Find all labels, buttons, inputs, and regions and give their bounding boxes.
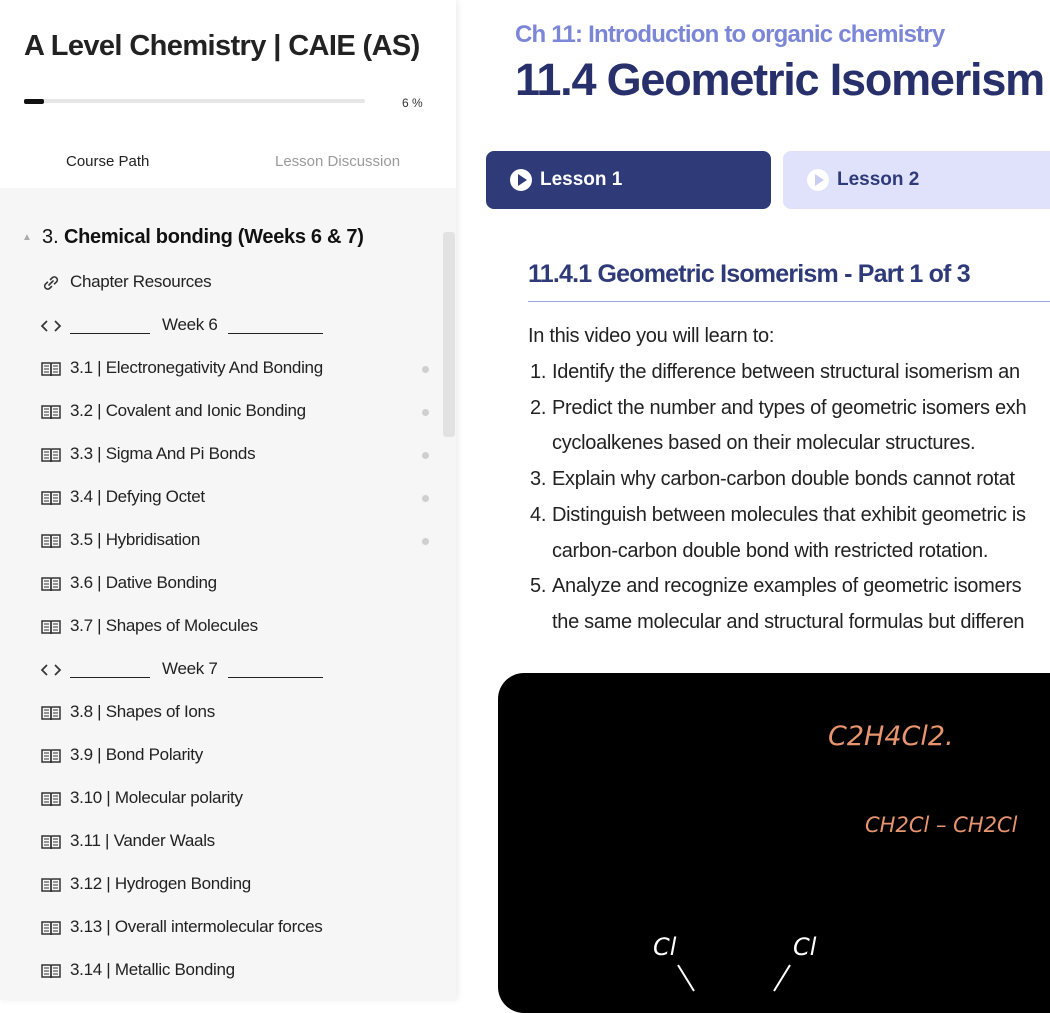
objective-text: Predict the number and types of geometric isomers exh — [552, 396, 1027, 419]
book-icon — [40, 445, 62, 465]
page-title: 11.4 Geometric Isomerism — [515, 54, 1044, 105]
video-atom-label: Cl — [793, 933, 817, 961]
status-dot — [422, 409, 429, 416]
objective-text: Analyze and recognize examples of geometric isomers — [552, 575, 1022, 598]
week-rule-left — [70, 333, 150, 334]
lesson-list-item[interactable] — [40, 529, 440, 553]
objective-text: the same molecular and structural formulas but differen — [552, 610, 1025, 633]
book-icon — [40, 832, 62, 852]
book-icon — [40, 703, 62, 723]
objective-number: 5. — [530, 575, 547, 598]
book-icon — [40, 875, 62, 895]
course-sidebar — [0, 0, 456, 1000]
video-formula-text: CH2Cl – CH2Cl — [865, 813, 1018, 837]
objective-text: Identify the difference between structural isomerism an — [552, 361, 1020, 383]
video-bond-drawing — [498, 673, 1050, 1013]
objective-number: 1. — [530, 361, 547, 383]
lesson-1-label: Lesson 1 — [540, 169, 623, 190]
play-icon — [510, 169, 532, 191]
week-divider — [40, 658, 440, 682]
lesson-list-label: 3.1 | Electronegativity And Bonding — [70, 358, 323, 377]
book-icon — [40, 531, 62, 551]
progress-text: 6 % — [402, 96, 423, 110]
chapter-number: 3. — [42, 226, 59, 248]
lesson-list-label: 3.6 | Dative Bonding — [70, 573, 217, 592]
lesson-list-item[interactable] — [40, 615, 440, 639]
lesson-list-item[interactable] — [40, 400, 440, 424]
collapse-triangle-icon: ▲ — [22, 232, 32, 243]
objective-text: cycloalkenes based on their molecular structures. — [552, 432, 976, 455]
course-title: A Level Chemistry | CAIE (AS) — [24, 30, 420, 62]
lesson-list-label: 3.9 | Bond Polarity — [70, 745, 203, 764]
lesson-list-label: 3.10 | Molecular polarity — [70, 788, 243, 807]
chapter-title: Chemical bonding (Weeks 6 & 7) — [64, 226, 364, 248]
lesson-list-item[interactable] — [40, 830, 440, 854]
lesson-list-label: 3.12 | Hydrogen Bonding — [70, 874, 251, 893]
lesson-1-button[interactable] — [486, 151, 771, 209]
tab-lesson-discussion[interactable]: Lesson Discussion — [275, 153, 401, 170]
week-rule-right — [228, 333, 323, 334]
book-icon — [40, 359, 62, 379]
lesson-list-label: 3.14 | Metallic Bonding — [70, 960, 235, 979]
lesson-list-item[interactable] — [40, 572, 440, 596]
lesson-content — [456, 0, 1050, 1000]
lesson-list-item[interactable] — [40, 443, 440, 467]
course-progress-bar — [24, 99, 365, 103]
lesson-list-label: 3.5 | Hybridisation — [70, 530, 201, 549]
sidebar-scrollbar[interactable] — [443, 232, 455, 437]
lesson-list-label: 3.11 | Vander Waals — [70, 831, 215, 850]
code-icon — [40, 316, 62, 336]
lesson-list-label: Chapter Resources — [70, 272, 212, 291]
link-icon — [40, 273, 62, 293]
lesson-list-item[interactable] — [40, 873, 440, 897]
book-icon — [40, 617, 62, 637]
objective-text: Distinguish between molecules that exhibit geometric is — [552, 503, 1026, 526]
video-formula-text: C2H4Cl2. — [828, 721, 954, 752]
objective-number: 2. — [530, 396, 547, 419]
week-label: Week 6 — [162, 315, 218, 334]
tab-course-path[interactable]: Course Path — [66, 153, 150, 170]
status-dot — [422, 538, 429, 545]
book-icon — [40, 789, 62, 809]
lesson-list-item[interactable] — [40, 486, 440, 510]
status-dot — [422, 366, 429, 373]
week-label: Week 7 — [162, 659, 218, 678]
book-icon — [40, 574, 62, 594]
lesson-list-label: 3.7 | Shapes of Molecules — [70, 616, 258, 635]
lesson-list-label: 3.8 | Shapes of Ions — [70, 702, 215, 721]
book-icon — [40, 961, 62, 981]
status-dot — [422, 495, 429, 502]
lesson-list-label: 3.4 | Defying Octet — [70, 487, 205, 506]
book-icon — [40, 488, 62, 508]
lesson-list-item[interactable] — [40, 357, 440, 381]
objective-number: 3. — [530, 468, 547, 491]
objective-text: carbon-carbon double bond with restricted rotation. — [552, 539, 989, 562]
section-title: 11.4.1 Geometric Isomerism - Part 1 of 3 — [528, 260, 970, 288]
book-icon — [40, 402, 62, 422]
chapter-breadcrumb[interactable]: Ch 11: Introduction to organic chemistry — [515, 21, 945, 48]
play-icon — [807, 169, 829, 191]
lesson-list-item[interactable] — [40, 916, 440, 940]
video-atom-label: Cl — [653, 933, 677, 961]
lesson-list-item[interactable] — [40, 959, 440, 983]
status-dot — [422, 452, 429, 459]
sidebar-header — [0, 0, 456, 188]
book-icon — [40, 918, 62, 938]
book-icon — [40, 746, 62, 766]
lesson-2-button[interactable] — [783, 151, 1050, 209]
week-rule-left — [70, 677, 150, 678]
lesson-list-item[interactable] — [40, 787, 440, 811]
lesson-2-label: Lesson 2 — [837, 169, 920, 190]
chapter-resources-link[interactable] — [40, 271, 440, 295]
code-icon — [40, 660, 62, 680]
video-player[interactable] — [498, 673, 1050, 1013]
section-divider — [528, 301, 1050, 302]
lesson-list-label: 3.2 | Covalent and Ionic Bonding — [70, 401, 306, 420]
objective-text: Explain why carbon-carbon double bonds cannot rotat — [552, 468, 1015, 491]
week-divider — [40, 314, 440, 338]
lesson-list-item[interactable] — [40, 744, 440, 768]
objectives-intro: In this video you will learn to: — [528, 325, 775, 347]
lesson-list-item[interactable] — [40, 701, 440, 725]
lesson-list-label: 3.13 | Overall intermolecular forces — [70, 917, 323, 936]
objective-number: 4. — [530, 503, 547, 526]
week-rule-right — [228, 677, 323, 678]
lesson-list-label: 3.3 | Sigma And Pi Bonds — [70, 444, 256, 463]
progress-fill — [24, 99, 44, 104]
